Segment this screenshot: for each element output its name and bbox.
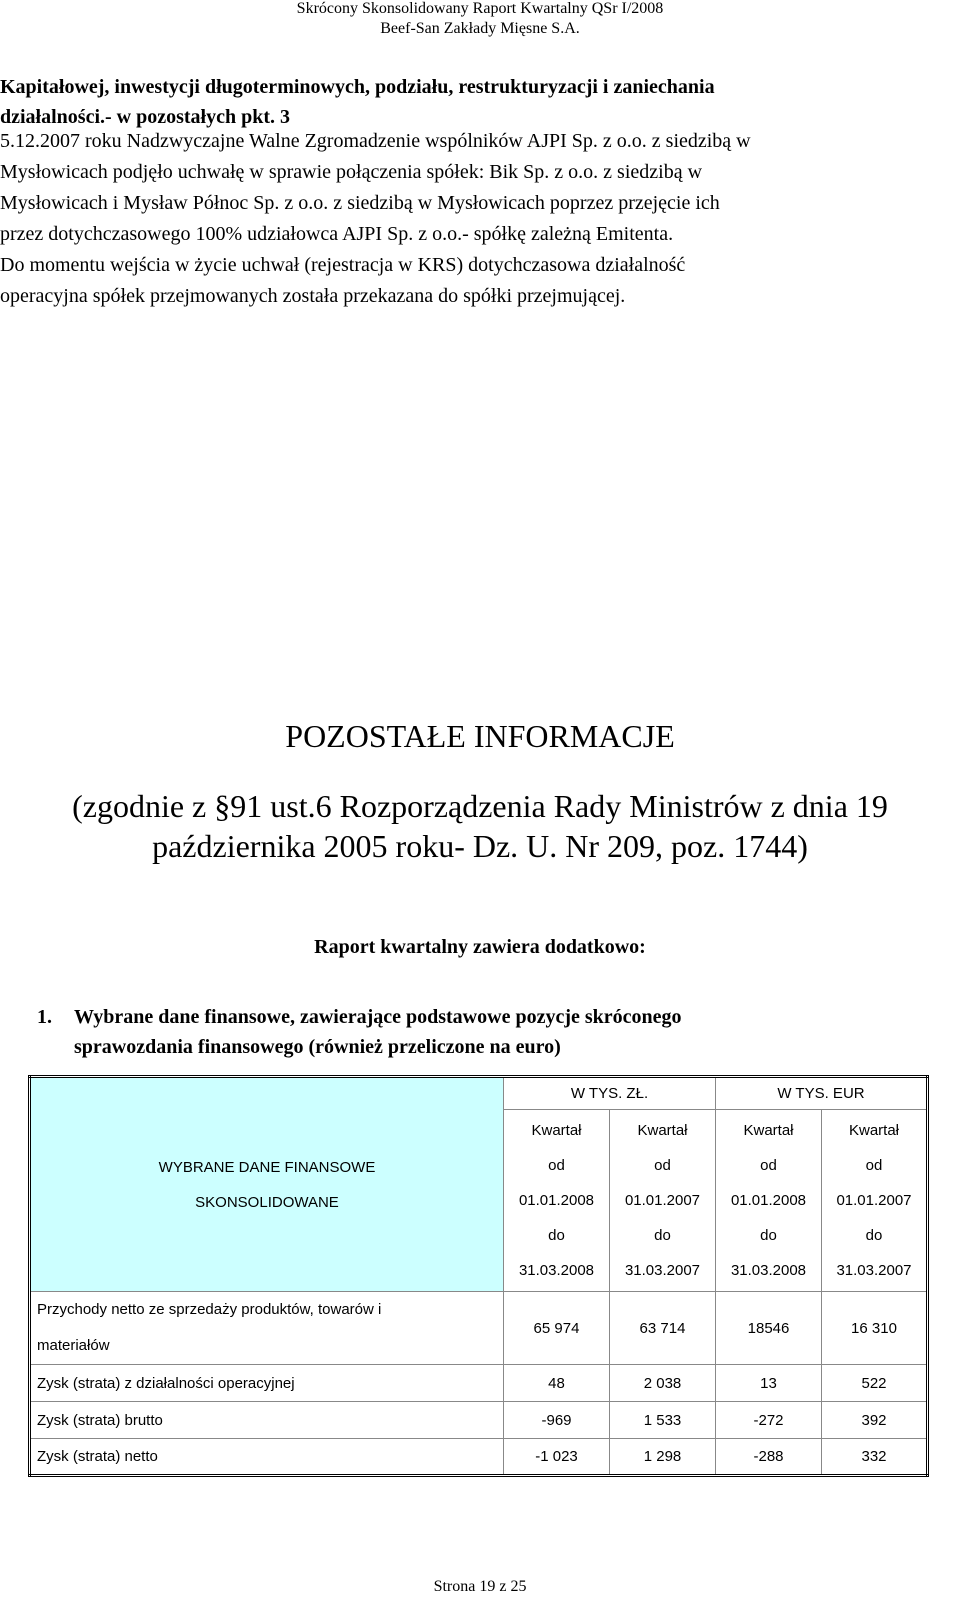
col-label: do bbox=[654, 1227, 671, 1244]
page-number: Strona 19 z 25 bbox=[433, 1578, 527, 1595]
intro-line-1: Kapitałowej, inwestycji długoterminowych, podziału, restrukturyzacji i zaniechania bbox=[0, 76, 715, 98]
list-item-line-1: Wybrane dane finansowe, zawierające podstawowe pozycje skróconego bbox=[74, 1006, 682, 1028]
table-cell: 13 bbox=[716, 1365, 822, 1402]
row-label: Zysk (strata) netto bbox=[30, 1439, 504, 1476]
col-label: 01.01.2007 bbox=[624, 1192, 701, 1209]
body-line: Mysłowicach i Mysław Północ Sp. z o.o. z siedzibą w Mysłowicach poprzez przejęcie ich bbox=[0, 192, 720, 214]
table-cell: -288 bbox=[716, 1439, 822, 1476]
table-cell: 522 bbox=[822, 1365, 928, 1402]
list-item-number: 1. bbox=[37, 1006, 52, 1028]
table-cell: 332 bbox=[822, 1439, 928, 1476]
body-line: Mysłowicach podjęło uchwałę w sprawie połączenia spółek: Bik Sp. z o.o. z siedzibą w bbox=[0, 161, 703, 183]
col-label: od bbox=[654, 1157, 671, 1174]
table-group-pln: W TYS. ZŁ. bbox=[504, 1077, 716, 1110]
table-row bbox=[30, 1292, 928, 1365]
body-line: Do momentu wejścia w życie uchwał (rejestracja w KRS) dotychczasowa działalność bbox=[0, 254, 686, 276]
table-column-header bbox=[610, 1110, 716, 1292]
body-line: operacyjna spółek przejmowanych została przekazana do spółki przejmującej. bbox=[0, 285, 626, 307]
list-item-line-2: sprawozdania finansowego (również przeliczone na euro) bbox=[74, 1036, 561, 1058]
table-row bbox=[30, 1365, 928, 1402]
col-label: Kwartał bbox=[848, 1122, 900, 1139]
col-label: do bbox=[548, 1227, 565, 1244]
table-cell: -272 bbox=[716, 1402, 822, 1439]
body-line: przez dotychczasowego 100% udziałowca AJPI Sp. z o.o.- spółkę zależną Emitenta. bbox=[0, 223, 674, 245]
table-cell: 392 bbox=[822, 1402, 928, 1439]
col-label: 01.01.2008 bbox=[730, 1192, 807, 1209]
col-label: 01.01.2008 bbox=[518, 1192, 595, 1209]
row-label-line-2: materiałów bbox=[37, 1337, 110, 1354]
table-row bbox=[30, 1439, 928, 1476]
list-item bbox=[0, 1002, 960, 1062]
table-row bbox=[30, 1402, 928, 1439]
table-cell: 1 533 bbox=[610, 1402, 716, 1439]
col-label: do bbox=[760, 1227, 777, 1244]
col-label: 31.03.2007 bbox=[836, 1262, 912, 1279]
table-cell: -1 023 bbox=[504, 1439, 610, 1476]
section-subtitle-line-2: października 2005 roku- Dz. U. Nr 209, poz. 1744) bbox=[152, 828, 808, 864]
table-column-header bbox=[504, 1110, 610, 1292]
col-label: od bbox=[760, 1157, 777, 1174]
table-cell: 2 038 bbox=[610, 1365, 716, 1402]
row-label bbox=[30, 1292, 504, 1365]
table-column-header bbox=[716, 1110, 822, 1292]
col-label: 31.03.2007 bbox=[624, 1262, 701, 1279]
col-label: do bbox=[865, 1227, 883, 1244]
row-label-line-1: Przychody netto ze sprzedaży produktów, towarów i bbox=[37, 1301, 382, 1318]
section-title: POZOSTAŁE INFORMACJE bbox=[285, 718, 675, 754]
table-corner-header bbox=[30, 1077, 504, 1292]
col-label: 31.03.2008 bbox=[730, 1262, 807, 1279]
col-label: od bbox=[548, 1157, 565, 1174]
table-cell: 48 bbox=[504, 1365, 610, 1402]
table-cell: 63 714 bbox=[610, 1292, 716, 1365]
col-label: od bbox=[865, 1157, 883, 1174]
body-line: 5.12.2007 roku Nadzwyczajne Walne Zgromadzenie wspólników AJPI Sp. z o.o. z siedzibą w bbox=[0, 130, 751, 152]
table-corner-line-1: WYBRANE DANE FINANSOWE bbox=[158, 1158, 376, 1176]
table-cell: -969 bbox=[504, 1402, 610, 1439]
col-label: Kwartał bbox=[743, 1122, 794, 1139]
document-header-company: Beef-San Zakłady Mięsne S.A. bbox=[380, 20, 580, 37]
table-column-header bbox=[822, 1110, 928, 1292]
report-note: Raport kwartalny zawiera dodatkowo: bbox=[314, 936, 646, 958]
body-paragraph bbox=[0, 126, 960, 312]
table-cell: 65 974 bbox=[504, 1292, 610, 1365]
row-label: Zysk (strata) z działalności operacyjnej bbox=[30, 1365, 504, 1402]
intro-line-2: działalności.- w pozostałych pkt. 3 bbox=[0, 106, 291, 128]
row-label: Zysk (strata) brutto bbox=[30, 1402, 504, 1439]
col-label: 31.03.2008 bbox=[518, 1262, 595, 1279]
table-cell: 1 298 bbox=[610, 1439, 716, 1476]
table-group-eur: W TYS. EUR bbox=[716, 1077, 928, 1110]
col-label: 01.01.2007 bbox=[836, 1192, 912, 1209]
document-header-title: Skrócony Skonsolidowany Raport Kwartalny QSr I/2008 bbox=[296, 0, 664, 17]
financial-data-table bbox=[28, 1075, 929, 1477]
col-label: Kwartał bbox=[637, 1122, 688, 1139]
table-corner-line-2: SKONSOLIDOWANE bbox=[195, 1193, 339, 1211]
col-label: Kwartał bbox=[531, 1122, 582, 1139]
table-cell: 18546 bbox=[716, 1292, 822, 1365]
section-subtitle-line-1: (zgodnie z §91 ust.6 Rozporządzenia Rady Ministrów z dnia 19 bbox=[72, 788, 888, 824]
table-cell: 16 310 bbox=[822, 1292, 928, 1365]
